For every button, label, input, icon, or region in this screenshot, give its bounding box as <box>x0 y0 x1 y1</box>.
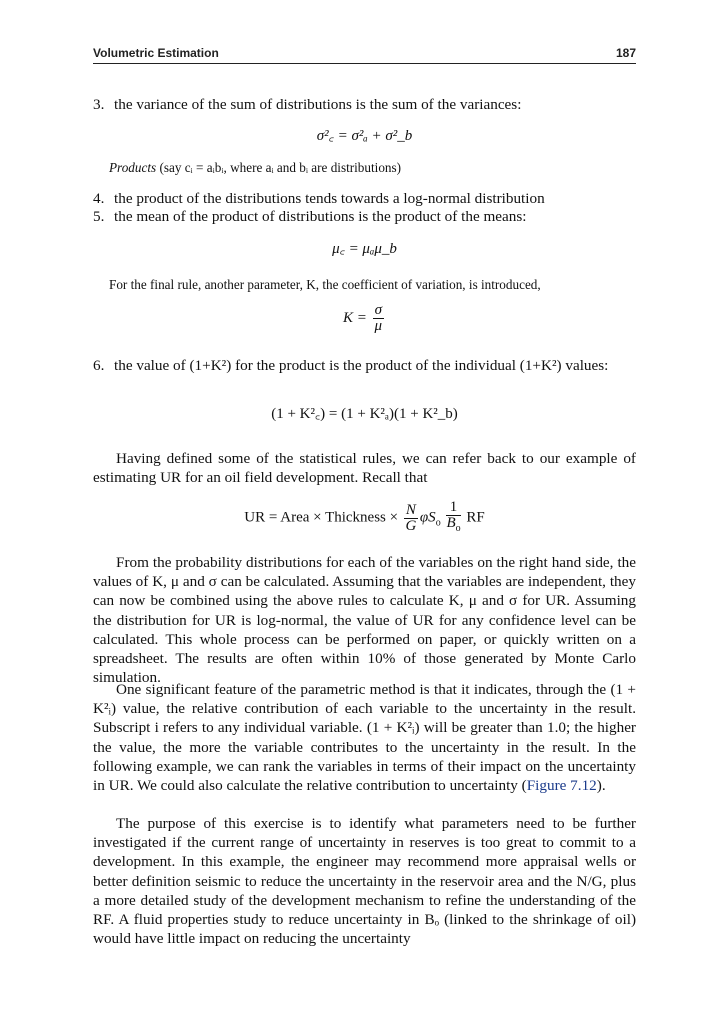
fraction-denominator <box>446 516 460 536</box>
list-item-4 <box>93 189 636 209</box>
fraction-denominator: μ <box>374 318 383 334</box>
paragraph-purpose: The purpose of this exercise is to identify what parameters need to be further investigated if the current range of uncertainty in reserves is too great to commit to a development. In this example, the engineer may recommend more appraisal wells or better definition seismic to reduce the uncertainty in the reservoir area and the N/G, plus a more detailed study of the development mechanism to refine the understanding of the RF. A fluid properties study to reduce uncertainty in Bₒ (linked to the shrinkage of oil) would have little impact on reducing the uncertainty <box>93 815 636 948</box>
subscript-o: o <box>435 517 441 529</box>
paragraph-text: One significant feature of the parametric method is that it indicates, through the (1 + K²ᵢ) value, the relative contribution of each variable to the uncertainty in the result. Subscript i refers to any individual variable. (1 + K²ᵢ) will be greater than 1.0; the higher the value, the more the variable contributes to the uncertainty in the result. In the following example, we can rank the variables in terms of their impact on the uncertainty in UR. We could also calculate the relative contribution to uncertainty ( <box>93 681 636 795</box>
products-text: (say cᵢ = aᵢbᵢ, where aᵢ and bᵢ are distributions) <box>159 160 402 175</box>
fraction-ng <box>404 503 418 534</box>
list-text: the variance of the sum of distributions is the sum of the variances: <box>114 96 522 113</box>
list-text: the product of the distributions tends towards a log-normal distribution <box>114 190 545 207</box>
products-note <box>109 160 636 176</box>
final-rule-note: For the final rule, another parameter, K, the coefficient of variation, is introduced, <box>109 277 541 292</box>
list-item-3 <box>93 95 636 115</box>
fraction-numerator: σ <box>374 302 383 318</box>
list-text: the value of (1+K²) for the product is the product of the individual (1+K²) values: <box>114 357 609 374</box>
list-text: the mean of the product of distributions is the product of the means: <box>114 208 527 225</box>
equation-variance: σ²꜀ = σ²ₐ + σ²_b <box>316 128 413 144</box>
list-number: 6. <box>93 357 105 374</box>
equation-mean: μ꜀ = μₐμ_b <box>332 241 397 257</box>
list-number: 4. <box>93 190 105 207</box>
figure-link[interactable]: Figure 7.12 <box>526 777 597 795</box>
paragraph-probability: From the probability distributions for each of the variables on the right hand side, the values of K, μ and σ can be calculated. Assuming that the variables are independent, they can now be combined using the above rules to calculate K, μ and σ for UR. Assuming the distribution for UR is log-normal, the value of UR for any confidence level can be calculated. This whole process can be performed on paper, or quickly written on a spreadsheet. The results are often within 10% of those generated by Monte Carlo simulation. <box>93 554 636 687</box>
equation-ur-phi: φS <box>419 509 436 526</box>
list-item-5 <box>93 207 636 227</box>
paragraph-text-end: ). <box>596 777 606 795</box>
page-number: 187 <box>615 46 636 60</box>
equation-k-fraction <box>373 303 384 334</box>
equation-k-lhs: K = <box>342 309 367 326</box>
paragraph-intro: Having defined some of the statistical rules, we can refer back to our example of estimating UR for an oil field development. Recall that <box>93 450 636 487</box>
list-number: 5. <box>93 208 105 225</box>
fraction-denominator: G <box>405 517 417 534</box>
paragraph-parametric <box>93 680 636 795</box>
running-header-title: Volumetric Estimation <box>93 46 219 60</box>
fraction-numerator: 1 <box>446 500 460 516</box>
products-label: Products <box>109 160 157 175</box>
equation-ur <box>93 500 636 536</box>
equation-ur-lhs: UR = Area × Thickness × <box>244 509 399 526</box>
denominator-b: B <box>446 515 456 531</box>
header-rule <box>93 63 636 64</box>
equation-ur-rhs: RF <box>466 509 485 526</box>
fraction-bo <box>446 500 460 536</box>
list-number: 3. <box>93 96 105 113</box>
equation-k <box>93 303 636 334</box>
fraction-numerator: N <box>405 501 416 518</box>
subscript-o: o <box>455 523 461 534</box>
list-item-6 <box>93 356 636 376</box>
equation-product: (1 + K²꜀) = (1 + K²ₐ)(1 + K²_b) <box>271 406 458 422</box>
